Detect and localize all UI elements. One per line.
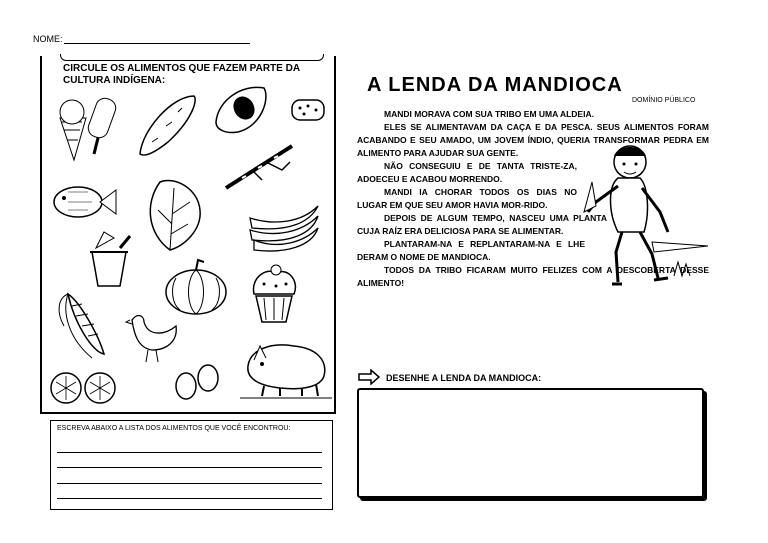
writing-line[interactable] <box>57 483 322 484</box>
writing-line[interactable] <box>57 498 322 499</box>
story-paragraph: MANDI MORAVA COM SUA TRIBO EM UMA ALDEIA. <box>384 109 594 119</box>
story-title: A LENDA DA MANDIOCA <box>367 74 623 96</box>
drawing-area[interactable] <box>357 388 704 498</box>
story-paragraph: TODOS DA TRIBO FICARAM MUITO FELIZES COM A DESCOBERTA DESSE ALIMENTO! <box>357 265 709 288</box>
story-source: DOMÍNIO PÚBLICO <box>632 97 696 104</box>
writing-line[interactable] <box>57 467 322 468</box>
capybara-icon[interactable] <box>240 336 332 400</box>
eggs-icon[interactable] <box>172 360 222 400</box>
oranges-icon[interactable] <box>50 370 122 406</box>
story-paragraph: PLANTARAM-NA E REPLANTARAM-NA E LHE DERAM O NOME DE MANDIOCA. <box>357 239 585 262</box>
cupcake-icon[interactable] <box>246 262 302 326</box>
story-paragraph: MANDI IA CHORAR TODOS OS DIAS NO LUGAR EM QUE SEU AMOR HAVIA MOR-RIDO. <box>357 187 577 210</box>
activity-instruction: CIRCULE OS ALIMENTOS QUE FAZEM PARTE DA CULTURA INDÍGENA: <box>63 63 300 86</box>
story-paragraph: DEPOIS DE ALGUM TEMPO, NASCEU UMA PLANTA CUJA RAÍZ ERA DELICIOSA PARA SE ALIMENTAR. <box>357 213 607 236</box>
bananas-icon[interactable] <box>246 200 322 252</box>
sugarcane-icon[interactable] <box>222 140 298 192</box>
list-instruction: ESCREVA ABAIXO A LISTA DOS ALIMENTOS QUE VOCÊ ENCONTROU: <box>57 425 291 432</box>
drawing-instruction: DESENHE A LENDA DA MANDIOCA: <box>386 373 542 383</box>
indigenous-boy-illustration <box>578 142 708 307</box>
corn-icon[interactable] <box>52 282 116 362</box>
yogurt-icon[interactable] <box>86 228 136 290</box>
lettuce-icon[interactable] <box>140 174 206 254</box>
chicken-icon[interactable] <box>124 306 184 366</box>
fish-icon[interactable] <box>48 178 118 226</box>
cookie-icon[interactable] <box>290 96 326 124</box>
story-paragraph: ELES SE ALIMENTAVAM DA CAÇA E DA PESCA. SEUS ALIMENTOS FORAM ACABANDO E SEU AMADO, UM JOVEM ÍNDIO, QUERIA TRANSFORMAR PEDRA EM ALIMENTO PARA AJUDAR SUA GENTE. <box>357 122 709 158</box>
ice-cream-icon[interactable] <box>52 88 122 163</box>
name-input-line[interactable] <box>64 43 250 44</box>
story-paragraph: NÃO CONSEGUIU E DE TANTA TRISTE-ZA, ADOECEU E ACABOU MORRENDO. <box>357 161 577 184</box>
cassava-icon[interactable] <box>132 90 204 162</box>
food-list-box <box>50 420 333 510</box>
writing-line[interactable] <box>57 452 322 453</box>
arrow-right-icon <box>357 369 381 390</box>
name-label: NOME: <box>33 34 63 44</box>
avocado-icon[interactable] <box>212 82 272 137</box>
